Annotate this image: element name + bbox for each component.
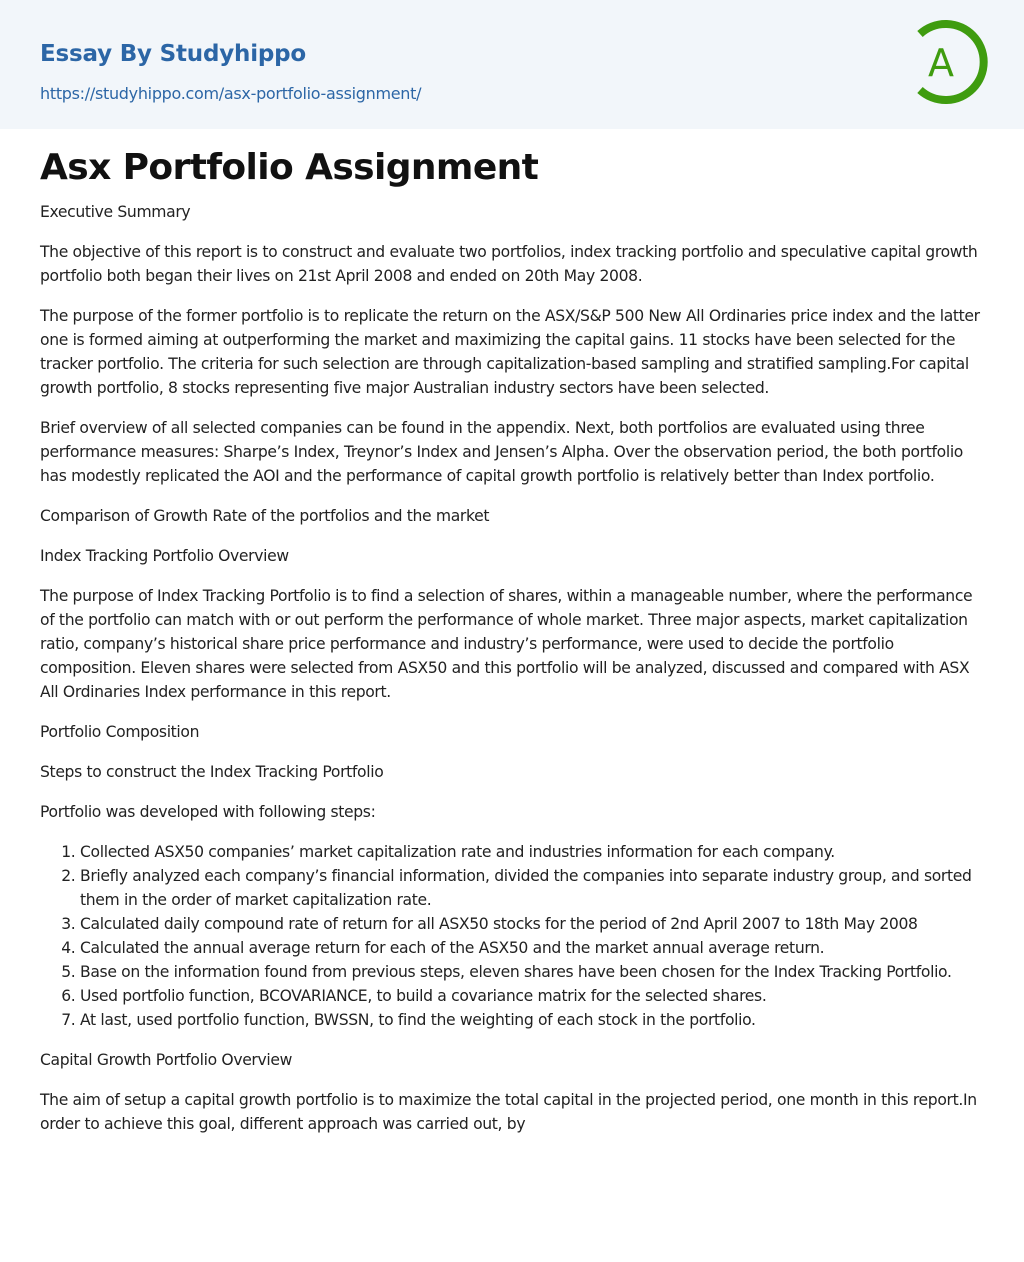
list-item: 7. At last, used portfolio function, BWSSN, to find the weighting of each stock in the portfolio. [80, 1008, 990, 1032]
section-heading-capital-growth-overview: Capital Growth Portfolio Overview [40, 1051, 293, 1069]
section-heading-executive-summary: Executive Summary [40, 203, 191, 221]
svg-text:A: A [928, 41, 954, 85]
list-item: 3. Calculated daily compound rate of return for all ASX50 stocks for the period of 2nd April 2007 to 18th May 2008 [80, 912, 990, 936]
list-item: 6. Used portfolio function, BCOVARIANCE, to build a covariance matrix for the selected shares. [80, 984, 990, 1008]
page-title: Asx Portfolio Assignment [40, 147, 539, 188]
list-item: 1. Collected ASX50 companies’ market capitalization rate and industries information for each company. [80, 840, 990, 864]
steps-list [40, 840, 990, 1032]
list-item: 4. Calculated the annual average return for each of the ASX50 and the market annual average return. [80, 936, 990, 960]
source-url-link[interactable]: https://studyhippo.com/asx-portfolio-assignment/ [40, 84, 422, 103]
section-heading-growth-comparison: Comparison of Growth Rate of the portfolios and the market [40, 507, 490, 525]
paragraph: The purpose of the former portfolio is to replicate the return on the ASX/S&P 500 New All Ordinaries price index and the latter one is formed aiming at outperforming the market and maximizing the capital gains. 11 stocks have been selected for the tracker portfolio. The criteria for such selection are through capitalization-based sampling and stratified sampling.For capital growth portfolio, 8 stocks representing five major Australian industry sectors have been selected. [40, 307, 980, 397]
paragraph: The purpose of Index Tracking Portfolio is to find a selection of shares, within a manageable number, where the performance of the portfolio can match with or out perform the performance of whole market. Three major aspects, market capitalization ratio, company’s historical share price performance and industry’s performance, were used to decide the portfolio composition. Eleven shares were selected from ASX50 and this portfolio will be analyzed, discussed and compared with ASX All Ordinaries Index performance in this report. [40, 587, 973, 701]
section-heading-index-tracking-overview: Index Tracking Portfolio Overview [40, 547, 289, 565]
essay-body [40, 200, 990, 1152]
paragraph: The objective of this report is to construct and evaluate two portfolios, index tracking portfolio and speculative capital growth portfolio both began their lives on 21st April 2008 and ended on 20th May 2008. [40, 243, 978, 285]
list-item: 2. Briefly analyzed each company’s financial information, divided the companies into separate industry group, and sorted them in the order of market capitalization rate. [80, 864, 990, 912]
site-brand[interactable]: Essay By Studyhippo [40, 41, 307, 67]
paragraph: Portfolio was developed with following steps: [40, 803, 376, 821]
section-heading-construction-steps: Steps to construct the Index Tracking Portfolio [40, 763, 384, 781]
paragraph: The aim of setup a capital growth portfolio is to maximize the total capital in the projected period, one month in this report.In order to achieve this goal, different approach was carried out, by [40, 1091, 977, 1133]
paragraph: Brief overview of all selected companies can be found in the appendix. Next, both portfolios are evaluated using three performance measures: Sharpe’s Index, Treynor’s Index and Jensen’s Alpha. Over the observation period, the both portfolio has modestly replicated the AOI and the performance of capital growth portfolio is relatively better than Index portfolio. [40, 419, 964, 485]
list-item: 5. Base on the information found from previous steps, eleven shares have been chosen for the Index Tracking Portfolio. [80, 960, 990, 984]
studyhippo-logo-icon[interactable] [912, 18, 988, 106]
section-heading-portfolio-composition: Portfolio Composition [40, 723, 200, 741]
